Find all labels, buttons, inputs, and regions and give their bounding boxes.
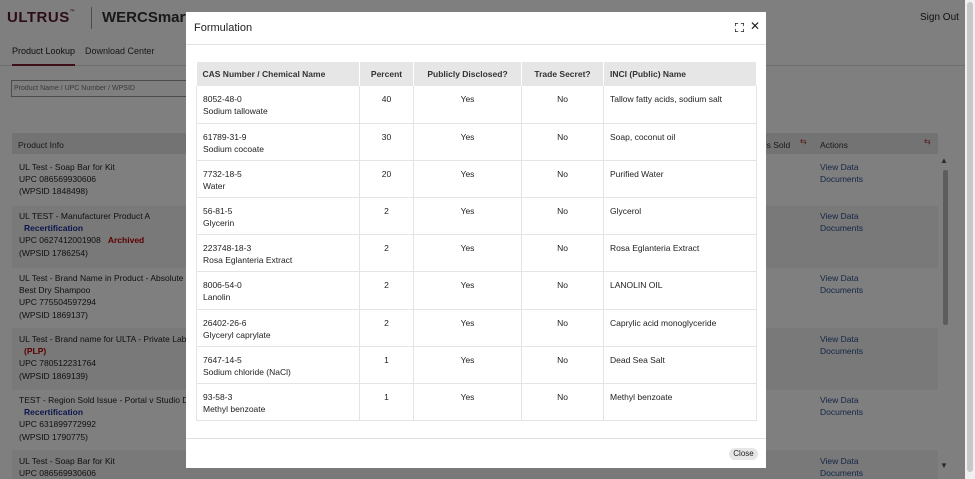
formulation-row [197,272,757,309]
trade-secret-cell: No [522,198,604,235]
inci-name-cell: LANOLIN OIL [604,272,757,309]
expand-icon[interactable] [735,23,744,32]
modal-footer-divider [186,438,766,439]
inci-name-cell: Rosa Eglanteria Extract [604,235,757,272]
cas-number: 7647-14-5 [203,354,242,365]
trade-secret-cell: No [522,272,604,309]
cas-cell [197,384,360,421]
publicly-disclosed-cell: Yes [414,346,522,383]
cas-cell [197,272,360,309]
percent-cell: 2 [360,198,414,235]
close-icon[interactable]: ✕ [750,19,761,33]
chemical-name: Glyceryl caprylate [203,329,271,340]
formulation-header-row [197,62,757,86]
chemical-name: Sodium chloride (NaCl) [203,366,291,377]
inci-name-cell: Purified Water [604,160,757,197]
percent-cell: 2 [360,235,414,272]
formulation-row [197,346,757,383]
cas-number: 8052-48-0 [203,94,242,104]
percent-cell: 20 [360,160,414,197]
inci-name-cell: Dead Sea Salt [604,346,757,383]
cas-cell [197,235,360,272]
formulation-row [197,235,757,272]
close-button[interactable]: Close [729,448,758,460]
cas-number: 61789-31-9 [203,131,247,142]
inci-name-cell: Methyl benzoate [604,384,757,421]
chemical-name: Rosa Eglanteria Extract [203,255,293,266]
chemical-name: Glycerin [203,218,235,229]
formulation-row [197,198,757,235]
cas-number: 93-58-3 [203,392,233,402]
trade-secret-cell: No [522,235,604,272]
column-header-percent: Percent [360,62,414,86]
column-header-publicly-disclosed: Publicly Disclosed? [414,62,522,86]
publicly-disclosed-cell: Yes [414,160,522,197]
percent-cell: 2 [360,309,414,346]
publicly-disclosed-cell: Yes [414,272,522,309]
column-header-trade-secret: Trade Secret? [522,62,604,86]
percent-cell: 40 [360,86,414,123]
chemical-name: Methyl benzoate [203,404,266,414]
chemical-name: Sodium tallowate [203,106,268,116]
publicly-disclosed-cell: Yes [414,86,522,123]
trade-secret-cell: No [522,86,604,123]
publicly-disclosed-cell: Yes [414,198,522,235]
cas-number: 7732-18-5 [203,168,242,179]
formulation-table [196,62,757,421]
trade-secret-cell: No [522,309,604,346]
percent-cell: 2 [360,272,414,309]
inci-name-cell: Tallow fatty acids, sodium salt [604,86,757,123]
formulation-row [197,384,757,421]
modal-header-divider [186,44,766,45]
column-header-cas: CAS Number / Chemical Name [197,62,360,86]
cas-cell [197,309,360,346]
page-scroll-thumb[interactable] [967,2,973,472]
formulation-row [197,309,757,346]
column-header-inci: INCI (Public) Name [604,62,757,86]
trade-secret-cell: No [522,384,604,421]
publicly-disclosed-cell: Yes [414,235,522,272]
formulation-row [197,123,757,160]
cas-number: 26402-26-6 [203,317,247,328]
chemical-name: Water [203,180,226,191]
cas-cell [197,86,360,123]
cas-number: 223748-18-3 [203,243,252,254]
modal-title: Formulation [194,22,253,34]
formulation-row [197,160,757,197]
page-scrollbar[interactable] [965,0,975,479]
percent-cell: 30 [360,123,414,160]
inci-name-cell: Glycerol [604,198,757,235]
percent-cell: 1 [360,346,414,383]
inci-name-cell: Caprylic acid monoglyceride [604,309,757,346]
chemical-name: Sodium cocoate [203,143,264,154]
cas-cell [197,198,360,235]
cas-number: 8006-54-0 [203,280,242,291]
trade-secret-cell: No [522,123,604,160]
publicly-disclosed-cell: Yes [414,384,522,421]
cas-cell [197,346,360,383]
formulation-row [197,86,757,123]
cas-cell [197,123,360,160]
trade-secret-cell: No [522,160,604,197]
formulation-modal [186,12,766,468]
chemical-name: Lanolin [203,292,231,303]
publicly-disclosed-cell: Yes [414,309,522,346]
publicly-disclosed-cell: Yes [414,123,522,160]
cas-cell [197,160,360,197]
inci-name-cell: Soap, coconut oil [604,123,757,160]
percent-cell: 1 [360,384,414,421]
trade-secret-cell: No [522,346,604,383]
cas-number: 56-81-5 [203,206,233,217]
